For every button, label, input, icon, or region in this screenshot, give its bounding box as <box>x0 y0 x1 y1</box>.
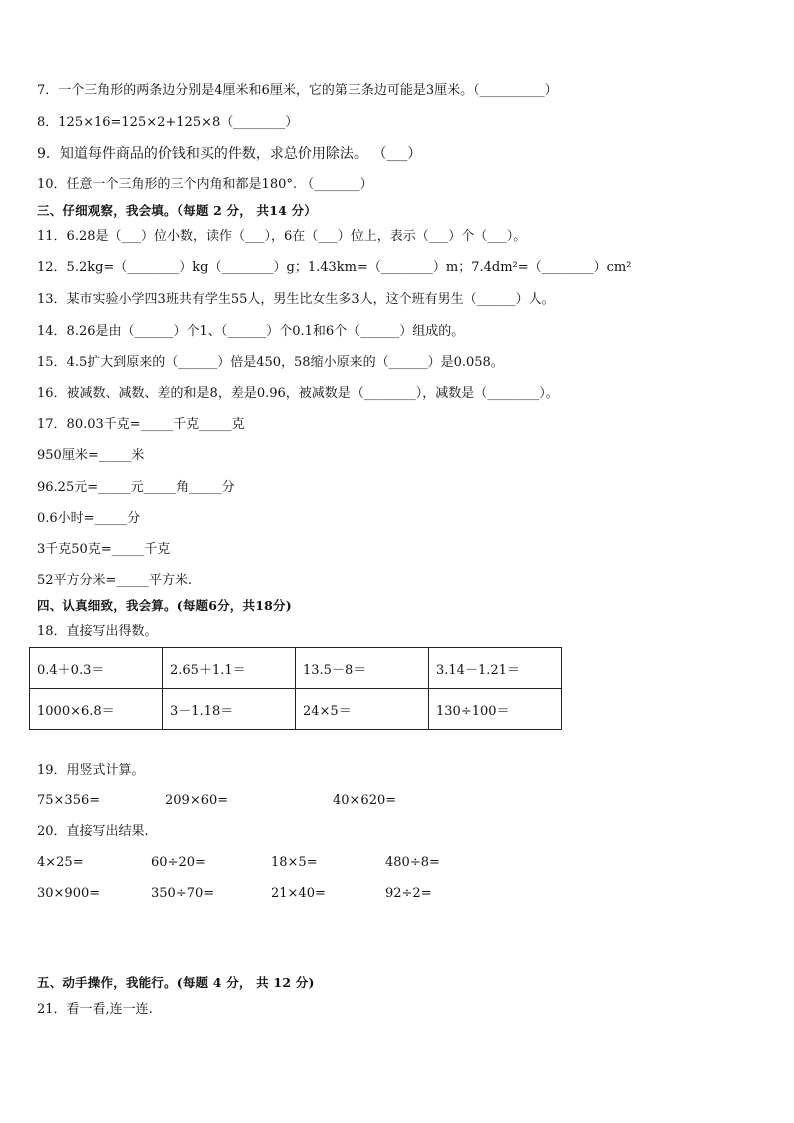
q20-item: 21×40= <box>271 886 326 901</box>
q19-item: 75×356= <box>37 793 101 808</box>
question-21: 21．看一看,连一连. <box>37 1002 153 1017</box>
question-17-part-2: 950厘米=_____米 <box>37 448 145 463</box>
q19-item: 40×620= <box>333 793 397 808</box>
question-20: 20．直接写出结果. <box>37 824 149 839</box>
q20-item: 4×25= <box>37 855 84 870</box>
table-cell: 130÷100＝ <box>429 689 562 730</box>
question-17: 17．80.03千克=_____千克_____克 <box>37 417 245 432</box>
table-cell: 2.65＋1.1＝ <box>163 648 296 689</box>
question-10: 10．任意一个三角形的三个内角和都是180°. （_______） <box>37 177 373 192</box>
q20-item: 350÷70= <box>151 886 215 901</box>
question-17-part-5: 3千克50克=_____千克 <box>37 542 171 557</box>
question-15: 15．4.5扩大到原来的（______）倍是450，58缩小原来的（______）是0.058。 <box>37 355 504 370</box>
table-cell: 24×5＝ <box>296 689 429 730</box>
question-12: 12．5.2kg=（________）kg（________）g；1.43km=（________）m；7.4dm²=（________）cm² <box>37 260 632 275</box>
table-18 <box>29 647 562 730</box>
table-cell: 3－1.18＝ <box>163 689 296 730</box>
question-7: 7．一个三角形的两条边分别是4厘米和6厘米，它的第三条边可能是3厘米。（__________） <box>37 83 558 98</box>
table-cell: 3.14－1.21＝ <box>429 648 562 689</box>
question-14: 14．8.26是由（______）个1、（______）个0.1和6个（______）组成的。 <box>37 324 465 339</box>
question-13: 13．某市实验小学四3班共有学生55人，男生比女生多3人，这个班有男生（______）人。 <box>37 292 555 307</box>
section-3-heading: 三、仔细观察，我会填。（每题 2 分， 共14 分） <box>37 203 317 218</box>
q20-item: 30×900= <box>37 886 101 901</box>
table-row <box>30 689 562 730</box>
question-9: 9．知道每件商品的价钱和买的件数，求总价用除法。 （___） <box>37 146 422 162</box>
q20-item: 480÷8= <box>385 855 440 870</box>
question-19: 19．用竖式计算。 <box>37 763 145 778</box>
section-5-heading: 五、动手操作，我能行。(每题 4 分， 共 12 分) <box>37 975 315 990</box>
question-17-part-4: 0.6小时=_____分 <box>37 511 141 526</box>
table-cell: 0.4＋0.3＝ <box>30 648 163 689</box>
table-cell: 1000×6.8＝ <box>30 689 163 730</box>
q20-item: 60÷20= <box>151 855 206 870</box>
question-11: 11．6.28是（___）位小数，读作（___），6在（___）位上，表示（___）个（___）。 <box>37 229 527 244</box>
question-17-part-6: 52平方分米=_____平方米. <box>37 573 193 588</box>
q19-item: 209×60= <box>165 793 229 808</box>
question-8: 8．125×16=125×2+125×8（________） <box>37 115 299 130</box>
section-4-heading: 四、认真细致，我会算。(每题6分，共18分) <box>37 598 292 613</box>
table-cell: 13.5－8＝ <box>296 648 429 689</box>
q20-item: 18×5= <box>271 855 318 870</box>
question-16: 16．被减数、减数、差的和是8，差是0.96，被减数是（________），减数是（________）。 <box>37 386 559 401</box>
question-17-part-3: 96.25元=_____元_____角_____分 <box>37 480 235 495</box>
table-row <box>30 648 562 689</box>
q20-item: 92÷2= <box>385 886 432 901</box>
question-18: 18．直接写出得数。 <box>37 624 158 639</box>
